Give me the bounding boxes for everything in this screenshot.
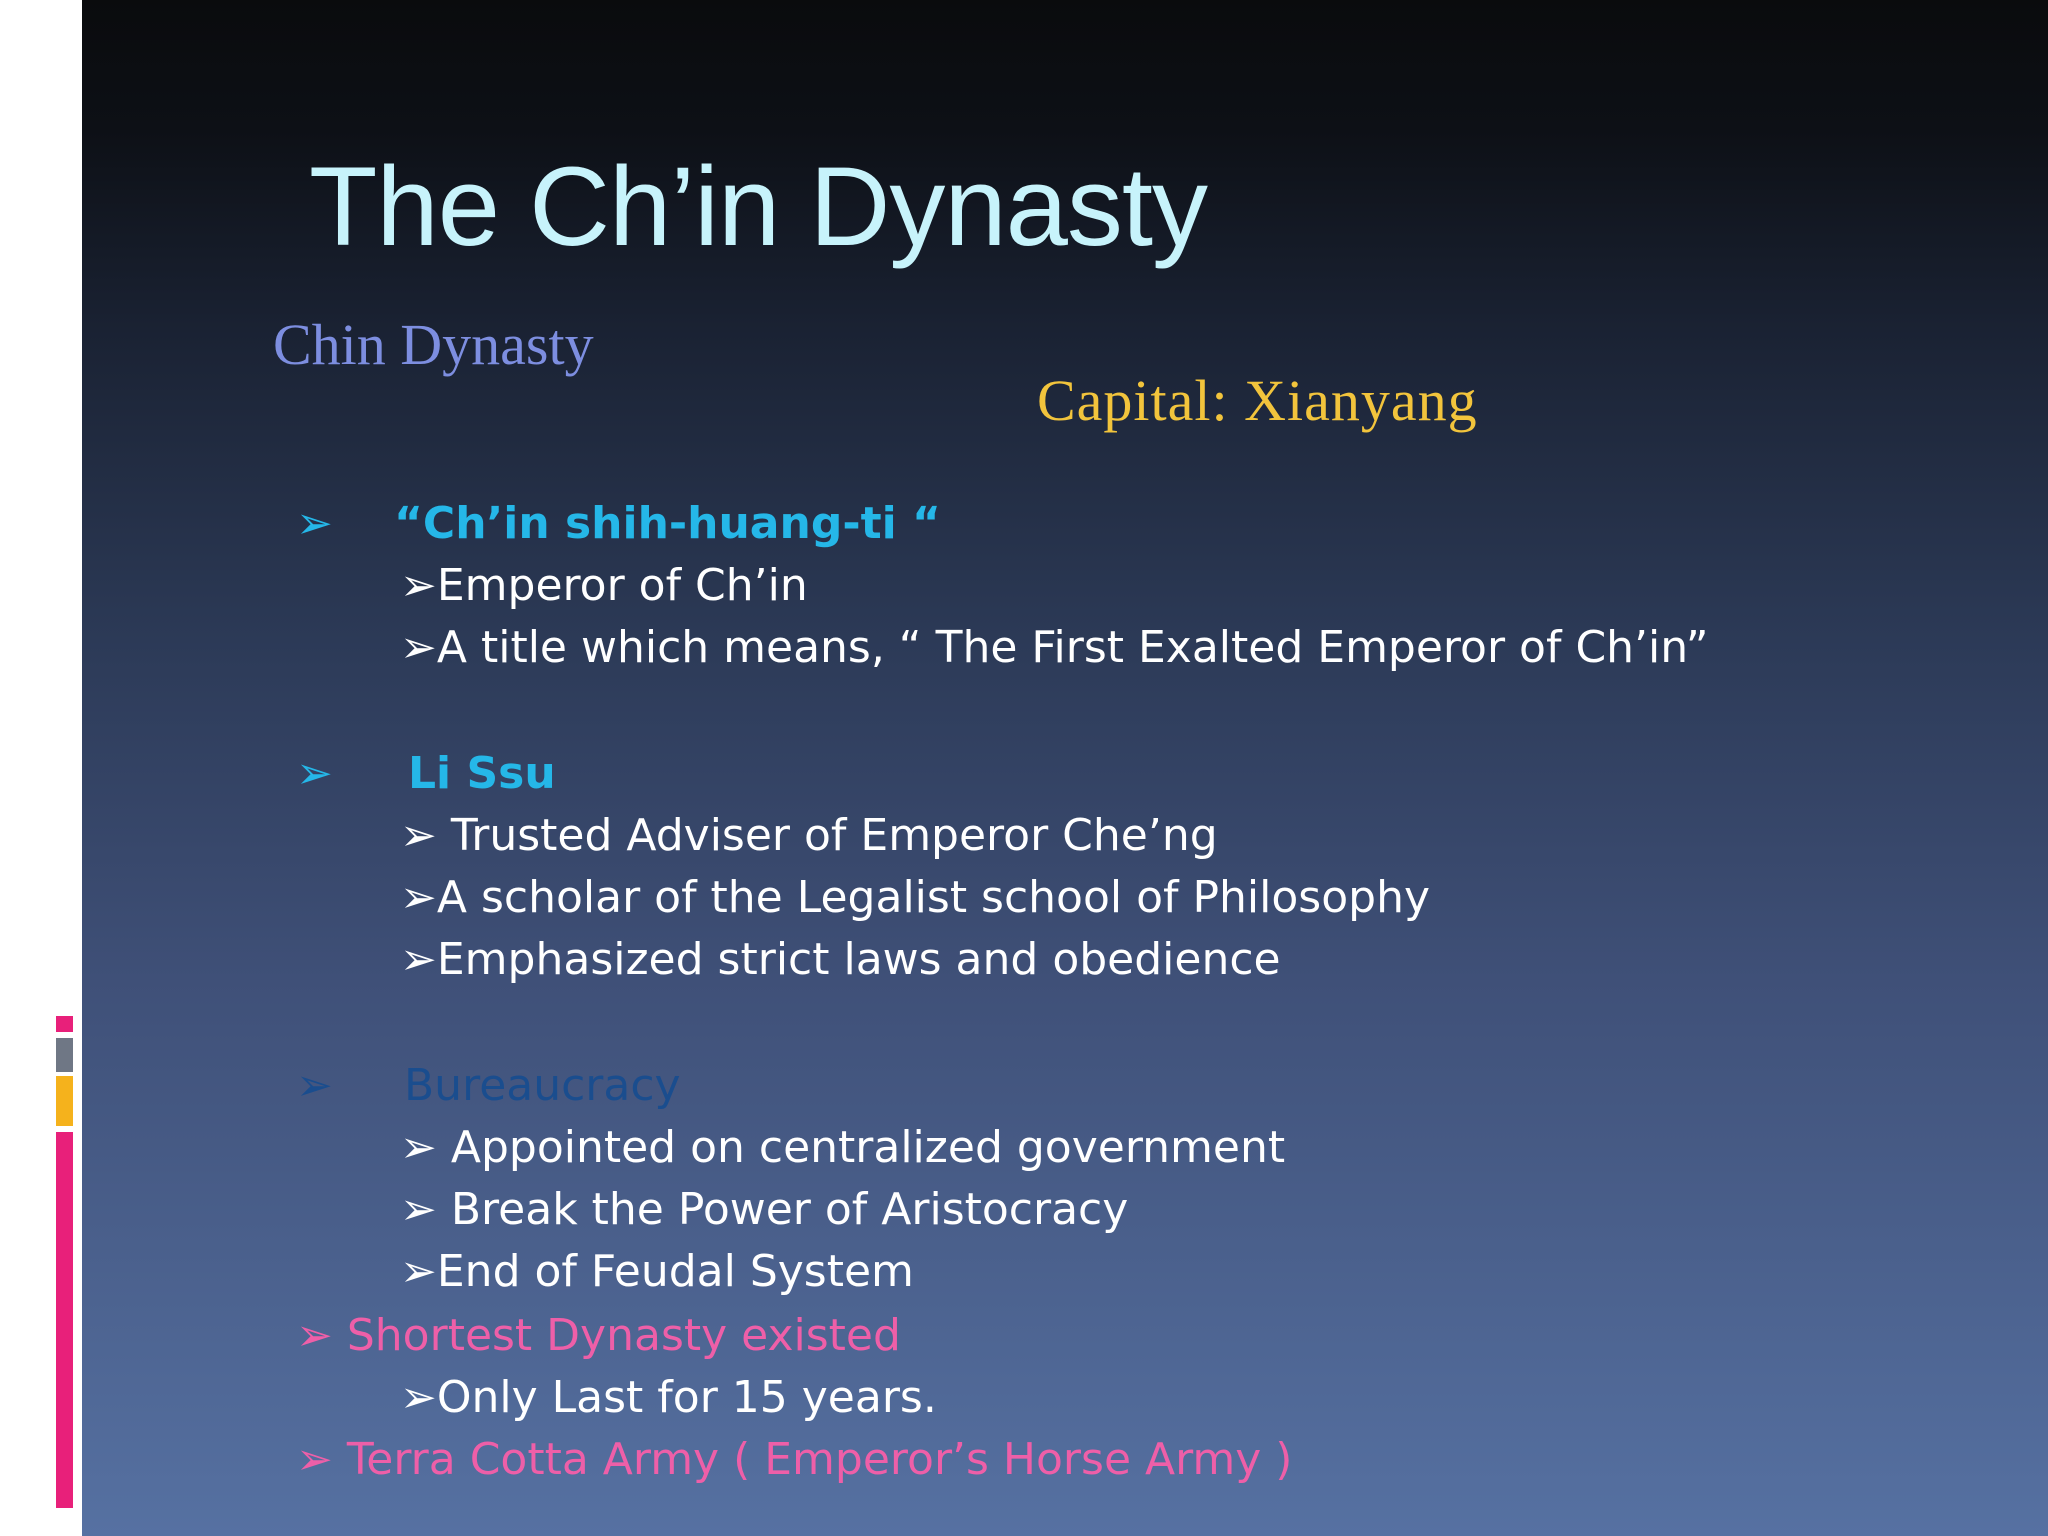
section-heading-bureaucracy: Bureaucracy xyxy=(404,1060,681,1111)
bullet-icon: ➢ xyxy=(400,1122,437,1173)
bullet-icon: ➢ xyxy=(400,1372,437,1423)
bullet-icon: ➢ xyxy=(400,810,437,861)
gray-stripe xyxy=(56,1038,73,1072)
bullet-icon: ➢ xyxy=(296,498,333,549)
bullet-icon: ➢ xyxy=(400,622,437,673)
capital-label: Capital: Xianyang xyxy=(1037,368,1478,433)
section-heading-chin-shih-huang-ti: “Ch’in shih-huang-ti “ xyxy=(394,498,941,549)
bullet-icon: ➢ xyxy=(296,1310,333,1361)
list-item: ➢A scholar of the Legalist school of Philosophy xyxy=(400,872,1430,923)
list-item: ➢Emphasized strict laws and obedience xyxy=(400,934,1281,985)
list-item: ➢ Break the Power of Aristocracy xyxy=(400,1184,1129,1235)
left-margin-strip xyxy=(0,0,82,1536)
list-item: ➢Only Last for 15 years. xyxy=(400,1372,937,1423)
yellow-stripe xyxy=(56,1076,73,1126)
list-item: ➢ Appointed on centralized government xyxy=(400,1122,1286,1173)
bullet-icon: ➢ xyxy=(400,934,437,985)
bullet-icon: ➢ xyxy=(400,1246,437,1297)
pink-stripe-long xyxy=(56,1132,73,1508)
bullet-icon: ➢ xyxy=(296,1434,333,1485)
pink-stripe-top xyxy=(56,1016,73,1032)
slide xyxy=(82,0,2048,1536)
bullet-icon: ➢ xyxy=(400,872,437,923)
bullet-icon: ➢ xyxy=(400,560,437,611)
section-heading-li-ssu: Li Ssu xyxy=(408,748,556,799)
slide-title: The Ch’in Dynasty xyxy=(309,144,1208,269)
bullet-icon: ➢ xyxy=(296,1060,333,1111)
list-item: ➢ Trusted Adviser of Emperor Che’ng xyxy=(400,810,1218,861)
list-item: ➢End of Feudal System xyxy=(400,1246,914,1297)
list-item: ➢Emperor of Ch’in xyxy=(400,560,808,611)
list-item: ➢A title which means, “ The First Exalted Emperor of Ch’in” xyxy=(400,622,1709,673)
section-heading-terra-cotta-army: ➢ Terra Cotta Army ( Emperor’s Horse Army ) xyxy=(296,1434,1293,1485)
section-heading-shortest-dynasty: ➢ Shortest Dynasty existed xyxy=(296,1310,901,1361)
bullet-icon: ➢ xyxy=(296,748,333,799)
slide-subtitle: Chin Dynasty xyxy=(273,312,594,377)
bullet-icon: ➢ xyxy=(400,1184,437,1235)
